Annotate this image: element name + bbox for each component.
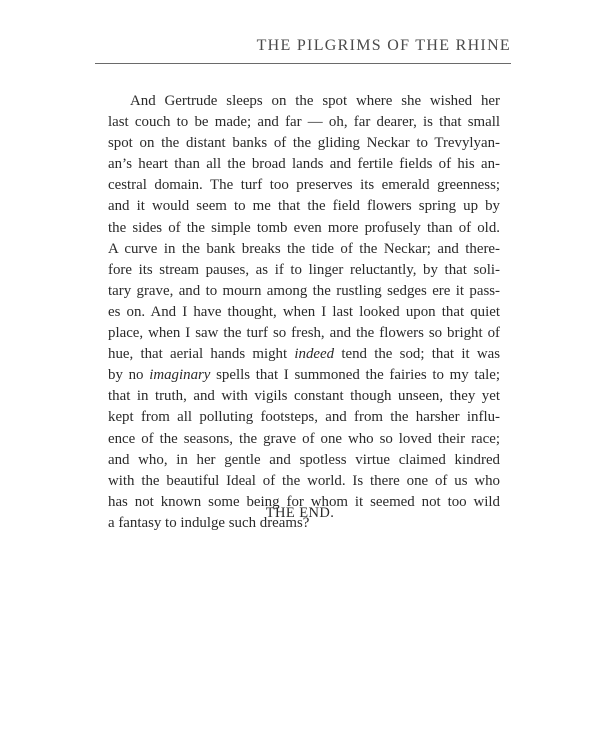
paragraph-line: A curve in the bank breaks the tide of the Neckar; and there- — [108, 240, 500, 257]
paragraph-line: And Gertrude sleeps on the spot where she wished her — [130, 93, 500, 109]
paragraph-line: ence of the seasons, the grave of one who so loved their race; — [108, 430, 500, 447]
paragraph-line — [108, 365, 500, 386]
header-rule — [95, 63, 511, 64]
the-end-label: THE END. — [265, 505, 335, 521]
paragraph-line: spot on the distant banks of the gliding Neckar to Trevylyan- — [108, 135, 500, 152]
running-title: THE PILGRIMS OF THE RHINE — [256, 37, 511, 54]
line-segment: tend the sod; that it was — [334, 346, 501, 363]
paragraph-line: the sides of the simple tomb even more profusely than of old. — [108, 219, 500, 236]
italic-word: imaginary — [149, 367, 211, 384]
paragraph-line: es on. And I have thought, when I last looked upon that quiet — [108, 303, 500, 320]
paragraph-line — [108, 344, 500, 365]
paragraph-line: a fantasy to indulge such dreams? — [108, 514, 310, 531]
paragraph-line: an’s heart than all the broad lands and fertile fields of his an- — [108, 156, 500, 173]
line-segment: by no — [108, 367, 150, 384]
paragraph-line: and who, in her gentle and spotless virtue claimed kindred — [108, 451, 500, 468]
paragraph-line: and it would seem to me that the field flowers spring up by — [108, 198, 500, 215]
paragraph-line: fore its stream pauses, as if to linger reluctantly, by that soli- — [108, 261, 500, 278]
paragraph-line: cestral domain. The turf too preserves its emerald greenness; — [108, 177, 500, 194]
paragraph-line: kept from all polluting footsteps, and from the harsher influ- — [108, 409, 500, 426]
line-segment: hue, that aerial hands might — [108, 346, 295, 363]
paragraph-line: that in truth, and with vigils constant though unseen, they yet — [108, 388, 500, 405]
line-segment: spells that I summoned the fairies to my tale; — [210, 367, 500, 384]
paragraph-line: tary grave, and to mourn among the rustling sedges ere it pass- — [108, 282, 500, 299]
paragraph-line: place, when I saw the turf so fresh, and the flowers so bright of — [108, 325, 500, 342]
paragraph-line: with the beautiful Ideal of the world. Is there one of us who — [108, 472, 500, 489]
italic-word: indeed — [294, 346, 335, 363]
paragraph-line: has not known some being for whom it seemed not too wild — [108, 493, 500, 510]
body-paragraph — [108, 91, 500, 534]
paragraph-line: last couch to be made; and far — oh, far dearer, is that small — [108, 114, 500, 131]
